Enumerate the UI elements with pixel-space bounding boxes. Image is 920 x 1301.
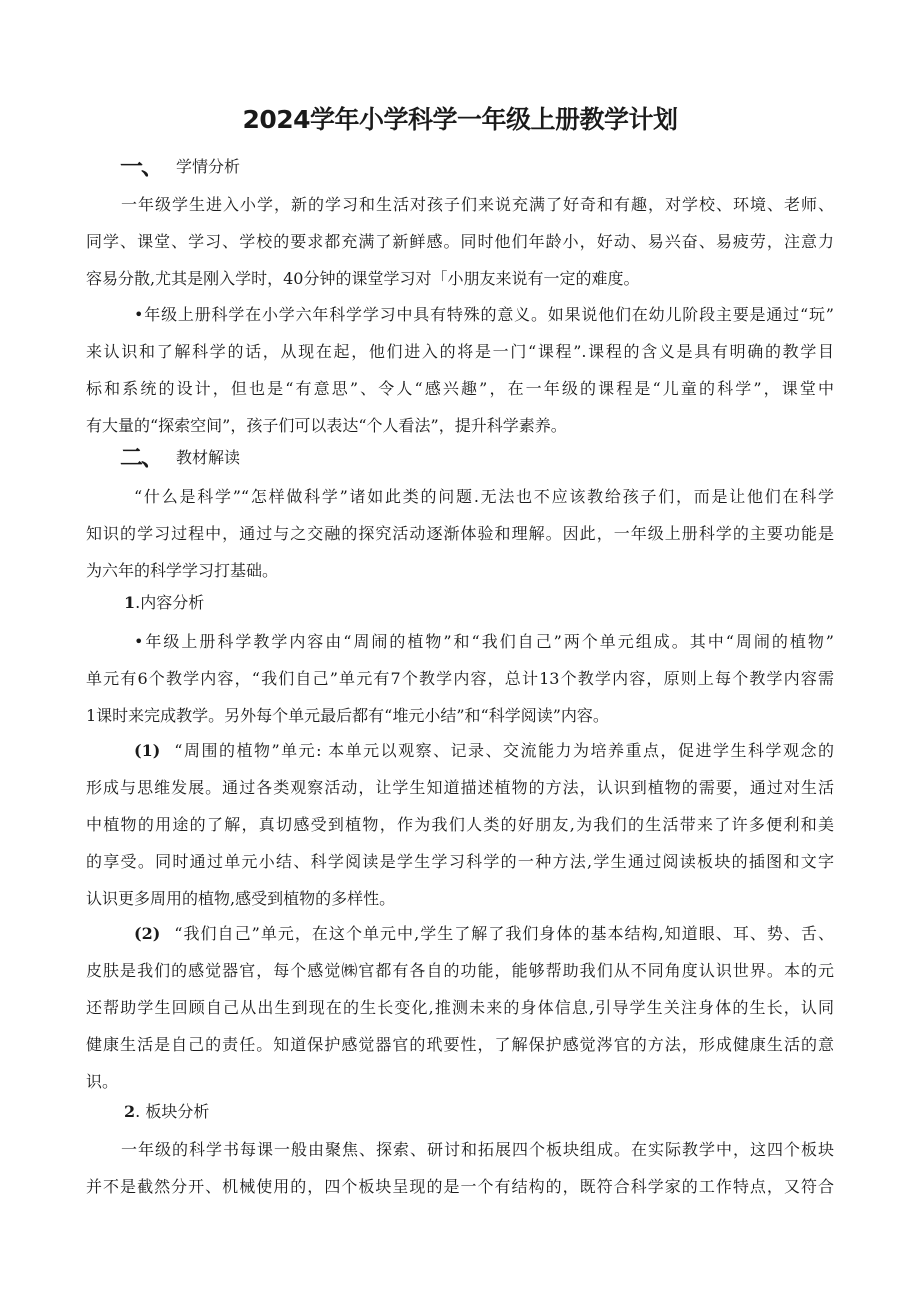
subsection-heading-2 (124, 1099, 209, 1125)
text-line: 1课时来完成教学。另外每个单元最后都有“堆元小结”和“科学阅读”内容。 (86, 706, 609, 725)
text-line: 知识的学习过程中，通过与之交融的探究活动逐渐体验和理解。因此，一年级上册科学的主要功能是 (86, 524, 834, 543)
text-line: 为六年的科学学习打基础。 (86, 561, 279, 580)
item-number: (2) (134, 924, 161, 943)
subsection-number: 1 (124, 593, 136, 612)
subsection-number: 2 (124, 1102, 136, 1121)
text-line: 皮肤是我们的感觉器官，每个感觉㈱官都有各自的功能，能够帮助我们从不同角度认识世界。本的元 (86, 961, 834, 980)
text-line: (2) “我们自己”单元，在这个单元中,学生了解了我们身体的基本结构,知道眼、耳、势、舌、 (134, 924, 834, 943)
paragraph-textbook-analysis (86, 478, 834, 589)
paragraph-unit-ourselves (86, 915, 834, 1100)
section-number: 一、 (120, 154, 162, 180)
section-title: 学情分析 (176, 157, 241, 176)
text-line: 形成与思维发展。通过各类观察活动，让学生知道描述植物的方法，认识到植物的需要，通过对生活 (86, 778, 834, 797)
text-line: 认识更多周用的植物,感受到植物的多样性。 (86, 889, 396, 908)
text-line: •年级上册科学在小学六年科学学习中具有特殊的意义。如果说他们在幼儿阶段主要是通过“玩” (134, 305, 834, 324)
text-line: (1) “周围的植物”单元: 本单元以观察、记录、交流能力为培养重点，促进学生科学观念的 (134, 741, 834, 760)
paragraph-student-analysis-1 (86, 186, 834, 297)
subsection-title: .内容分析 (135, 593, 205, 612)
text-line: •年级上册科学教学内容由“周闹的植物”和“我们自己”两个单元组成。其中“周闹的植物” (134, 632, 834, 651)
paragraph-student-analysis-2 (86, 296, 834, 444)
text-line: 的享受。同时通过单元小结、科学阅读是学生学习科学的一种方法,学生通过阅读板块的插图和文字 (86, 852, 834, 871)
section-heading-1 (120, 154, 240, 180)
text-line: 标和系统的设计，但也是“有意思”、令人“感兴趣”，在一年级的课程是“儿童的科学”，课堂中 (86, 379, 834, 398)
subsection-title: . 板块分析 (135, 1102, 210, 1121)
text-line: 单元有6个教学内容，“我们自己”单元有7个教学内容，总计13个教学内容，原则上每个教学内容需 (86, 669, 834, 688)
text-line: 同学、课堂、学习、学校的要求都充满了新鲜感。同时他们年龄小，好动、易兴奋、易疲劳，注意力 (86, 232, 834, 251)
text-line: 识。 (86, 1072, 119, 1091)
subsection-heading-1 (124, 590, 204, 616)
section-heading-2 (120, 445, 240, 471)
text-line: 并不是截然分开、机械使用的，四个板块呈现的是一个有结构的，既符合科学家的工作特点，又符合 (86, 1177, 834, 1196)
text-line: 健康生活是自己的责任。知道保护感觉器官的玳要性，了解保护感觉涔官的方法，形成健康生活的意 (86, 1035, 834, 1054)
text-line: 容易分散,尤其是刚入学时，40分钟的课堂学习对「小朋友来说有一定的难度。 (86, 269, 640, 288)
text-line: 来认识和了解科学的话，从现在起，他们进入的将是一门“课程”.课程的含义是具有明确的教学目 (86, 342, 834, 361)
text-line: 还帮助学生回顾自己从出生到现在的生长变化,推测未来的身体信息,引导学生关注身体的生长，认同 (86, 998, 834, 1017)
paragraph-content-analysis (86, 623, 834, 734)
text-line: “什么是科学”“怎样做科学”诸如此类的问题.无法也不应该教给孩子们，而是让他们在科学 (134, 487, 834, 506)
text-line: 一年级的科学书每课一般由聚焦、探索、研讨和拓展四个板块组成。在实际教学中，这四个板块 (120, 1140, 834, 1159)
section-number: 二、 (120, 445, 162, 471)
text-line: 中植物的用途的了解，真切感受到植物，作为我们人类的好朋友,为我们的生活带来了许多便利和美 (86, 815, 834, 834)
text-line: 一年级学生进入小学，新的学习和生活对孩子们来说充满了好奇和有趣，对学校、环境、老师、 (120, 195, 834, 214)
section-title: 教材解读 (176, 448, 241, 467)
text-line: 有大量的“探索空间”，孩子们可以表达“个人看法”，提升科学素养。 (86, 416, 567, 435)
paragraph-block-analysis (86, 1131, 834, 1205)
paragraph-unit-plants (86, 732, 834, 917)
document-title: 2024学年小学科学一年级上册教学计划 (242, 105, 678, 134)
item-number: (1) (134, 741, 161, 760)
